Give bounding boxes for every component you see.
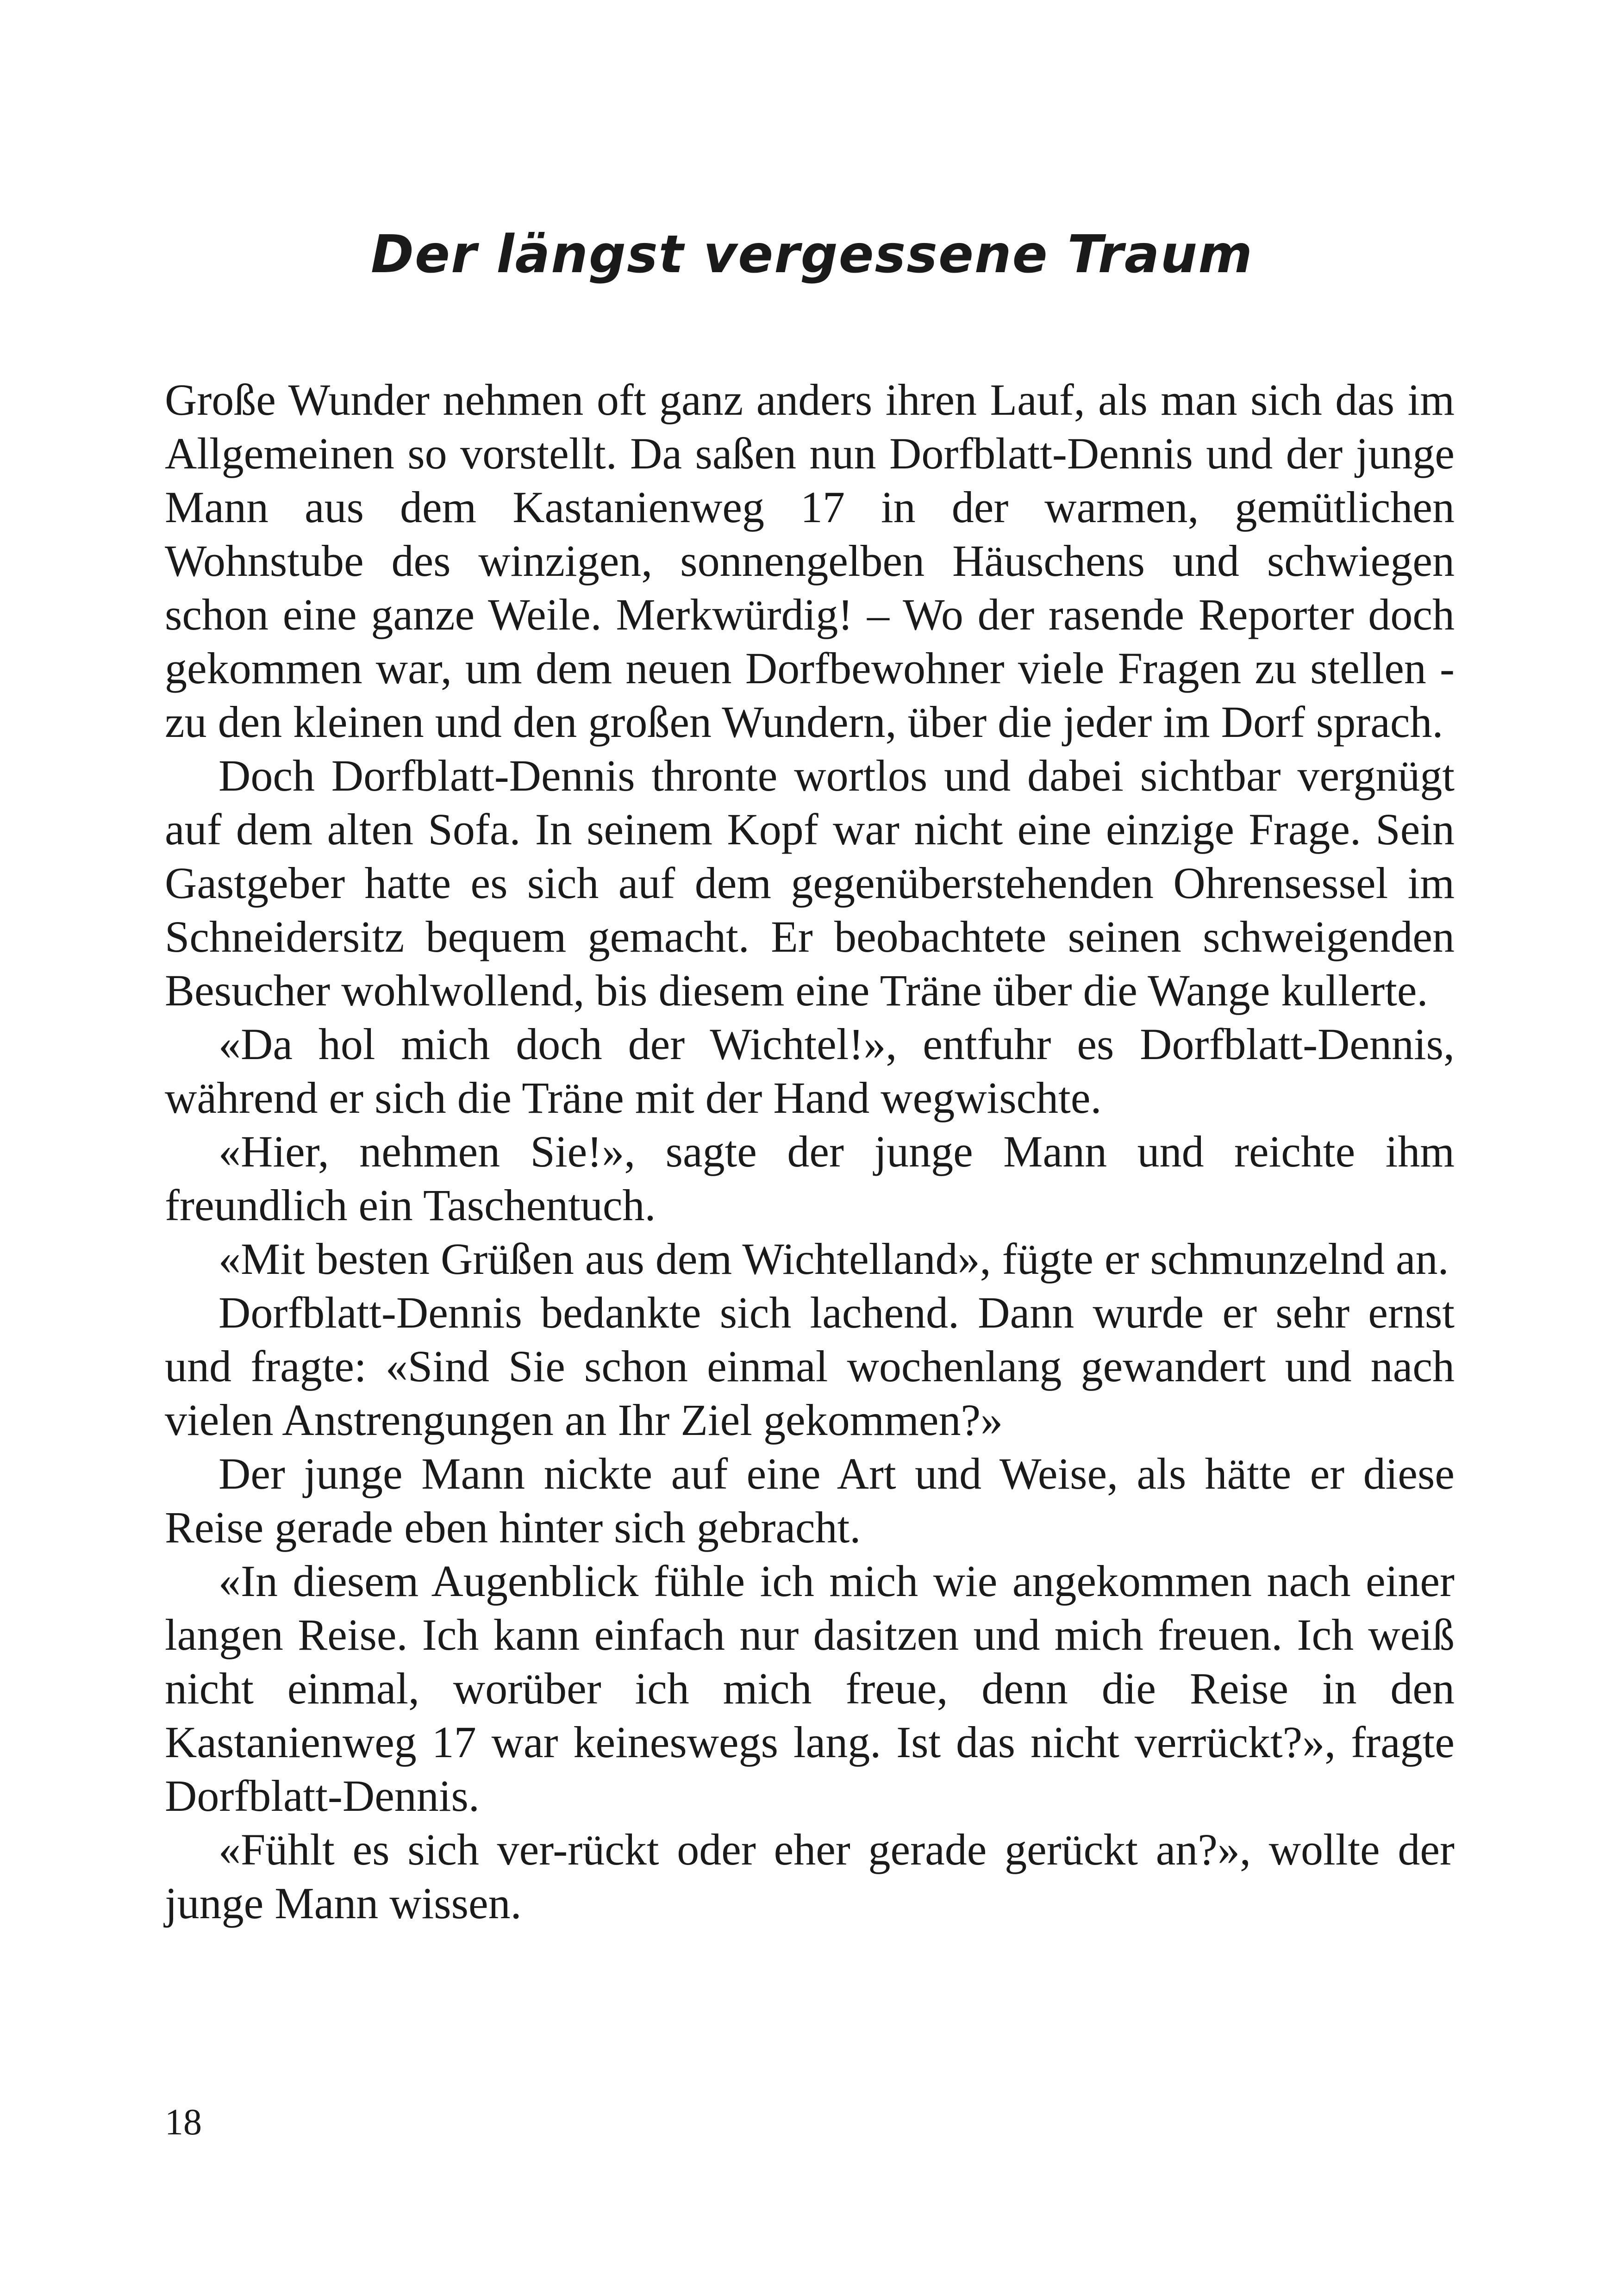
paragraph: «Mit besten Grüßen aus dem Wichtelland», fügte er schmunzelnd an. bbox=[219, 1234, 1449, 1284]
paragraph: «Da hol mich doch der Wichtel!», entfuhr es Dorfblatt-Dennis, während er sich die Träne mit der Hand wegwischte. bbox=[165, 1019, 1455, 1123]
paragraph: «Fühlt es sich ver-rückt oder eher gerade gerückt an?», wollte der junge Mann wissen. bbox=[165, 1825, 1455, 1928]
page-number: 18 bbox=[165, 2102, 202, 2143]
paragraph: Große Wunder nehmen oft ganz anders ihren Lauf, als man sich das im Allgemeinen so vorstellt. Da saßen nun Dorfblatt-Dennis und der junge Mann aus dem Kastanienweg 17 in der warmen, gemütlichen Wohnstube des winzigen, sonnengelben Häuschens und schwiegen schon eine ganze Weile. Merkwürdig! – Wo der rasende Reporter doch gekommen war, um dem neuen Dorfbewohner viele Fragen zu stellen - zu den kleinen und den großen Wundern, über die jeder im Dorf sprach. bbox=[165, 375, 1455, 747]
paragraph: Der junge Mann nickte auf eine Art und Weise, als hätte er diese Reise gerade eben hinter sich gebracht. bbox=[165, 1449, 1455, 1552]
paragraph: Dorfblatt-Dennis bedankte sich lachend. Dann wurde er sehr ernst und fragte: «Sind Sie schon einmal wochenlang gewandert und nach vielen Anstrengungen an Ihr Ziel gekommen?» bbox=[165, 1288, 1455, 1445]
paragraph: «In diesem Augenblick fühle ich mich wie angekommen nach einer langen Reise. Ich kann einfach nur dasitzen und mich freuen. Ich weiß nicht einmal, worüber ich mich freue, denn die Reise in den Kastanienweg 17 war keineswegs lang. Ist das nicht verrückt?», fragte Dorfblatt-Dennis. bbox=[165, 1556, 1455, 1821]
paragraph: Doch Dorfblatt-Dennis thronte wortlos und dabei sichtbar vergnügt auf dem alten Sofa. In seinem Kopf war nicht eine einzige Frage. Sein Gastgeber hatte es sich auf dem gegenüberstehenden Ohrensessel im Schneidersitz bequem gemacht. Er beobachtete seinen schweigenden Besucher wohlwollend, bis diesem eine Träne über die Wange kullerte. bbox=[165, 751, 1455, 1015]
chapter-body bbox=[165, 373, 1455, 1930]
chapter-title: Der längst vergessene Traum bbox=[371, 225, 1253, 285]
paragraph: «Hier, nehmen Sie!», sagte der junge Mann und reichte ihm freundlich ein Taschentuch. bbox=[165, 1127, 1455, 1230]
